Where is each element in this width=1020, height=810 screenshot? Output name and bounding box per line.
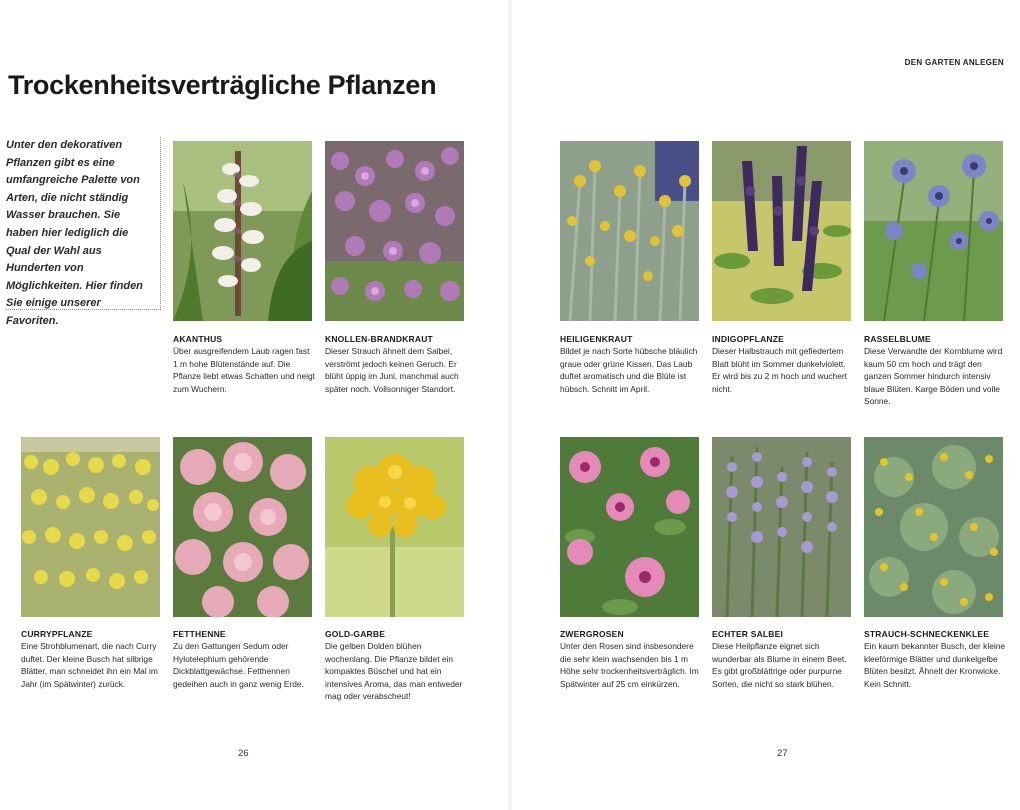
plant-name-currypflanze: CURRYPFLANZE	[21, 629, 93, 639]
plant-name-heiligenkraut: HEILIGENKRAUT	[560, 334, 633, 344]
photo-akanthus	[173, 141, 312, 321]
photo-currypflanze	[21, 437, 160, 617]
plant-name-rasselblume: RASSELBLUME	[864, 334, 931, 344]
intro-text: Unter den dekorativen Pflanzen gibt es eine umfangreiche Palette von Arten, die nicht ständig Wasser brauchen. Sie haben hier lediglich die Qual der Wahl aus Hunderten von Möglichkeiten. Hier finden Sie einige unserer Favoriten.	[6, 139, 143, 327]
plant-desc-heiligenkraut: Bildet je nach Sorte hübsche bläulich graue oder grüne Kissen. Das Laub duftet aromatisch und die Blüte ist hübsch. Schnitt im April.	[560, 346, 698, 394]
section-header: DEN GARTEN ANLEGEN	[904, 58, 1004, 67]
photo-echter-salbei	[712, 437, 851, 617]
photo-strauch-schneckenklee	[864, 437, 1003, 617]
page-number-left: 26	[238, 748, 249, 759]
plant-desc-strauch-schneckenklee: Ein kaum bekannter Busch, der kleine kleeförmige Blätter und dunkelgelbe Blüten besitzt. Ähnelt der Kronwicke. Kein Schnitt.	[864, 641, 1006, 689]
plant-name-fetthenne: FETTHENNE	[173, 629, 226, 639]
plant-desc-fetthenne: Zu den Gattungen Sedum oder Hylotelephium gehörende Dickblattgewächse. Fetthennen gedeihen auch in ganz wenig Erde.	[173, 641, 304, 689]
book-gutter	[508, 0, 512, 810]
photo-gold-garbe	[325, 437, 464, 617]
photo-knollen-brandkraut	[325, 141, 464, 321]
plant-name-zwergrosen: ZWERGROSEN	[560, 629, 624, 639]
plant-name-echter-salbei: ECHTER SALBEI	[712, 629, 784, 639]
intro-box	[6, 137, 161, 327]
plant-desc-rasselblume: Diese Verwandte der Kornblume wird kaum 50 cm hoch und trägt den ganzen Sommer hindurch intensiv blaue Blüten. Karge Böden und volle Sonne.	[864, 346, 1003, 407]
photo-fetthenne	[173, 437, 312, 617]
plant-name-knollen-brandkraut: KNOLLEN-BRANDKRAUT	[325, 334, 433, 344]
plant-name-indigopflanze: INDIGOPFLANZE	[712, 334, 785, 344]
plant-desc-gold-garbe: Die gelben Dolden blühen wochenlang. Die Pflanze bildet ein kompaktes Büschel und hat ein intensives Aroma, das man entweder mag oder verabscheut!	[325, 641, 463, 702]
plant-desc-currypflanze: Eine Strohblumenart, die nach Curry duftet. Der kleine Busch hat silbrige Blätter, man schneidet ihn ein Mal im Jahr (im Spätwinter) zurück.	[21, 641, 158, 689]
plant-name-akanthus: AKANTHUS	[173, 334, 223, 344]
photo-zwergrosen	[560, 437, 699, 617]
photo-indigopflanze	[712, 141, 851, 321]
plant-name-gold-garbe: GOLD-GARBE	[325, 629, 386, 639]
photo-heiligenkraut	[560, 141, 699, 321]
plant-name-strauch-schneckenklee: STRAUCH-SCHNECKENKLEE	[864, 629, 990, 639]
plant-desc-knollen-brandkraut: Dieser Strauch ähnelt dem Salbei, verströmt jedoch keinen Geruch. Er blüht üppig im Juni, manchmal auch später noch. Vollsonniger Standort.	[325, 346, 459, 394]
photo-rasselblume	[864, 141, 1003, 321]
plant-desc-indigopflanze: Dieser Halbstrauch mit gefiedertem Blatt blüht im Sommer dunkelviolett. Er wird bis zu 2 m hoch und wuchert nicht.	[712, 346, 847, 394]
page-title: Trockenheitsverträgliche Pflanzen	[8, 70, 437, 100]
plant-desc-echter-salbei: Diese Heilpflanze eignet sich wunderbar als Blume in einem Beet. Es gibt großblättrige oder purpurne Sorten, die nicht so stark blühen.	[712, 641, 847, 689]
plant-desc-zwergrosen: Unter den Rosen sind insbesondere die sehr klein wachsenden bis 1 m Höhe sehr trockenheitsverträglich. Im Spätwinter auf 25 cm einkürzen.	[560, 641, 699, 689]
plant-desc-akanthus: Über ausgreifendem Laub ragen fast 1 m hohe Blütenstände auf. Die Pflanze liebt etwas Schatten und neigt zum Wuchern.	[173, 346, 316, 394]
page-number-right: 27	[777, 748, 788, 759]
